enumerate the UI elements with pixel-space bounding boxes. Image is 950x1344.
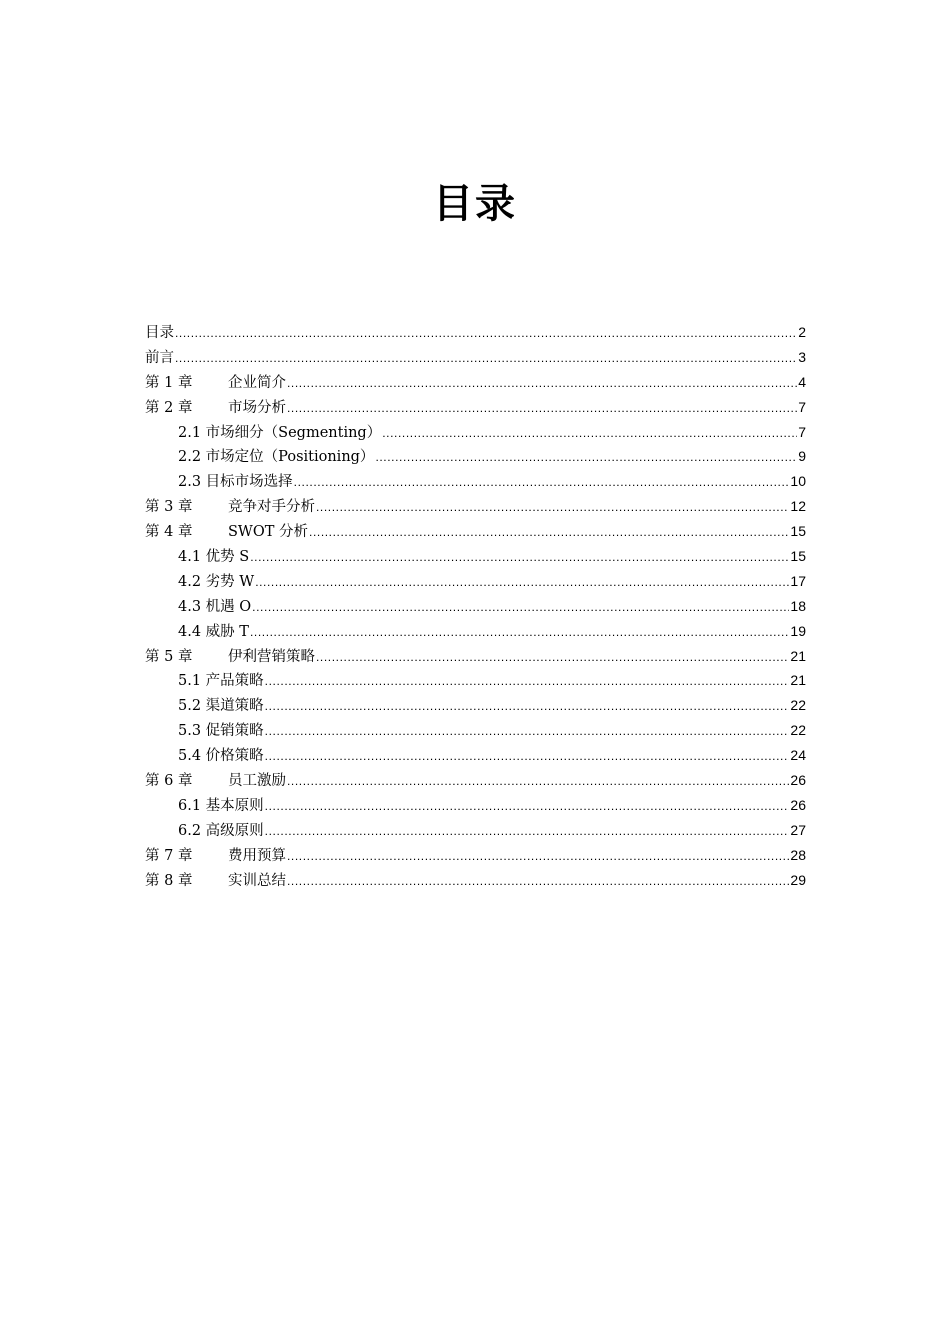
toc-page-number: 7: [798, 398, 806, 415]
toc-chapter-number: 第 2 章: [145, 399, 193, 416]
toc-entry-label-group: [178, 620, 249, 645]
page-title: 目录: [433, 181, 517, 227]
toc-entry[interactable]: [145, 644, 806, 669]
toc-chapter-number: 第 4 章: [145, 524, 193, 541]
toc-page-number: 4: [798, 373, 806, 390]
toc-chapter-number: 第 5 章: [145, 648, 193, 665]
toc-entry-title: 5.1 产品策略: [178, 673, 264, 690]
toc-page-number: 2: [798, 324, 806, 340]
dot-leader: [175, 321, 797, 346]
toc-entry[interactable]: [145, 693, 806, 718]
toc-page-number: 26: [790, 772, 806, 789]
dot-leader: [316, 495, 789, 520]
dot-leader: [287, 396, 797, 421]
toc-page-number: 12: [790, 498, 806, 515]
toc-page-number: 18: [790, 597, 806, 614]
toc-entry-label-group: [178, 669, 264, 694]
toc-entry[interactable]: [145, 370, 806, 395]
toc-entry-label-group: [178, 445, 374, 470]
toc-entry[interactable]: [145, 843, 806, 868]
toc-page-number: 22: [790, 697, 806, 714]
toc-entry-title: 5.3 促销策略: [178, 723, 264, 740]
toc-entry[interactable]: [145, 320, 806, 345]
dot-leader: [265, 819, 790, 844]
toc-page-number: 17: [790, 572, 806, 589]
toc-entry[interactable]: [145, 768, 806, 793]
dot-leader: [265, 719, 790, 744]
toc-entry-title: SWOT 分析: [228, 524, 309, 541]
toc-entry-label-group: [145, 520, 308, 545]
toc-entry[interactable]: [145, 469, 806, 494]
toc-page-number: 10: [790, 473, 806, 490]
toc-entry[interactable]: [145, 619, 806, 644]
toc-page-number: 15: [790, 523, 806, 540]
table-of-contents: [145, 320, 806, 892]
toc-entry[interactable]: [145, 345, 806, 370]
toc-page-number: 24: [790, 747, 806, 764]
toc-entry-title: 5.4 价格策略: [178, 748, 264, 765]
dot-leader: [255, 570, 789, 595]
toc-entry-label-group: [178, 545, 249, 570]
dot-leader: [250, 620, 789, 645]
toc-entry-label-group: [145, 396, 286, 421]
toc-page-number: 3: [798, 348, 806, 365]
toc-entry-title: 6.1 基本原则: [178, 797, 264, 814]
dot-leader: [316, 645, 789, 670]
toc-entry[interactable]: [145, 793, 806, 818]
toc-page-number: 26: [790, 796, 806, 813]
dot-leader: [252, 595, 789, 620]
dot-leader: [287, 371, 797, 396]
dot-leader: [287, 769, 789, 794]
dot-leader: [265, 669, 790, 694]
toc-entry-label-group: [178, 694, 264, 719]
toc-entry-title: 目录: [145, 325, 174, 341]
toc-entry-title: 伊利营销策略: [228, 648, 315, 665]
toc-entry-label-group: [178, 570, 254, 595]
toc-page-number: 28: [790, 846, 806, 863]
dot-leader: [287, 869, 789, 894]
dot-leader: [287, 844, 789, 869]
toc-entry[interactable]: [145, 818, 806, 843]
toc-entry[interactable]: [145, 569, 806, 594]
dot-leader: [309, 520, 789, 545]
toc-entry-label-group: [145, 371, 286, 396]
toc-entry-title: 4.4 威胁 T: [178, 623, 249, 640]
toc-page-number: 29: [790, 871, 806, 888]
toc-entry-label-group: [145, 769, 286, 794]
dot-leader: [175, 346, 797, 371]
dot-leader: [265, 694, 790, 719]
toc-entry-title: 4.1 优势 S: [178, 549, 250, 566]
toc-entry-title: 5.2 渠道策略: [178, 698, 264, 715]
dot-leader: [265, 744, 790, 769]
toc-entry-title: 4.2 劣势 W: [178, 573, 255, 590]
toc-entry[interactable]: [145, 519, 806, 544]
toc-entry-title: 6.2 高级原则: [178, 822, 264, 839]
toc-entry[interactable]: [145, 420, 806, 445]
dot-leader: [382, 421, 797, 446]
toc-entry[interactable]: [145, 868, 806, 893]
toc-entry-label-group: [145, 869, 286, 894]
toc-chapter-number: 第 3 章: [145, 499, 193, 516]
toc-entry-label-group: [178, 819, 264, 844]
toc-entry-title: 企业简介: [228, 374, 286, 391]
toc-entry-label-group: [178, 719, 264, 744]
toc-entry-title: 费用预算: [228, 847, 286, 864]
toc-entry-label-group: [145, 495, 315, 520]
dot-leader: [265, 794, 790, 819]
toc-entry-title: 4.3 机遇 O: [178, 598, 252, 615]
toc-page-number: 21: [790, 672, 806, 689]
toc-entry[interactable]: [145, 494, 806, 519]
toc-entry-label-group: [145, 645, 315, 670]
toc-entry[interactable]: [145, 718, 806, 743]
toc-entry-title: 市场分析: [228, 399, 286, 416]
toc-entry-label-group: [145, 321, 174, 346]
dot-leader: [250, 545, 789, 570]
toc-entry[interactable]: [145, 395, 806, 420]
toc-entry[interactable]: [145, 594, 806, 619]
toc-entry-title: 前言: [145, 349, 174, 366]
toc-entry-title: 竞争对手分析: [228, 499, 315, 516]
toc-page-number: 7: [798, 423, 806, 440]
toc-page-number: 19: [790, 622, 806, 639]
toc-entry[interactable]: [145, 743, 806, 768]
toc-page-number: 9: [798, 448, 806, 465]
toc-entry[interactable]: [145, 668, 806, 693]
toc-entry-label-group: [178, 744, 264, 769]
toc-entry-title: 2.2 市场定位（Positioning）: [178, 449, 375, 466]
toc-chapter-number: 第 1 章: [145, 374, 193, 391]
toc-chapter-number: 第 8 章: [145, 872, 193, 889]
toc-page-number: 22: [790, 722, 806, 739]
toc-entry-label-group: [178, 421, 381, 446]
toc-page-number: 15: [790, 548, 806, 565]
toc-chapter-number: 第 7 章: [145, 847, 193, 864]
toc-entry-label-group: [178, 794, 264, 819]
toc-entry-label-group: [145, 844, 286, 869]
dot-leader: [294, 470, 790, 495]
toc-entry-title: 实训总结: [228, 872, 286, 889]
toc-entry-label-group: [145, 346, 174, 371]
toc-entry[interactable]: [145, 544, 806, 569]
toc-entry-title: 2.1 市场细分（Segmenting）: [178, 424, 382, 441]
toc-page-number: 27: [790, 821, 806, 838]
toc-entry-label-group: [178, 470, 293, 495]
toc-entry[interactable]: [145, 444, 806, 469]
toc-entry-label-group: [178, 595, 251, 620]
toc-entry-title: 2.3 目标市场选择: [178, 474, 293, 491]
toc-chapter-number: 第 6 章: [145, 773, 193, 790]
dot-leader: [375, 445, 797, 470]
toc-entry-title: 员工激励: [228, 773, 286, 790]
toc-page-number: 21: [790, 647, 806, 664]
